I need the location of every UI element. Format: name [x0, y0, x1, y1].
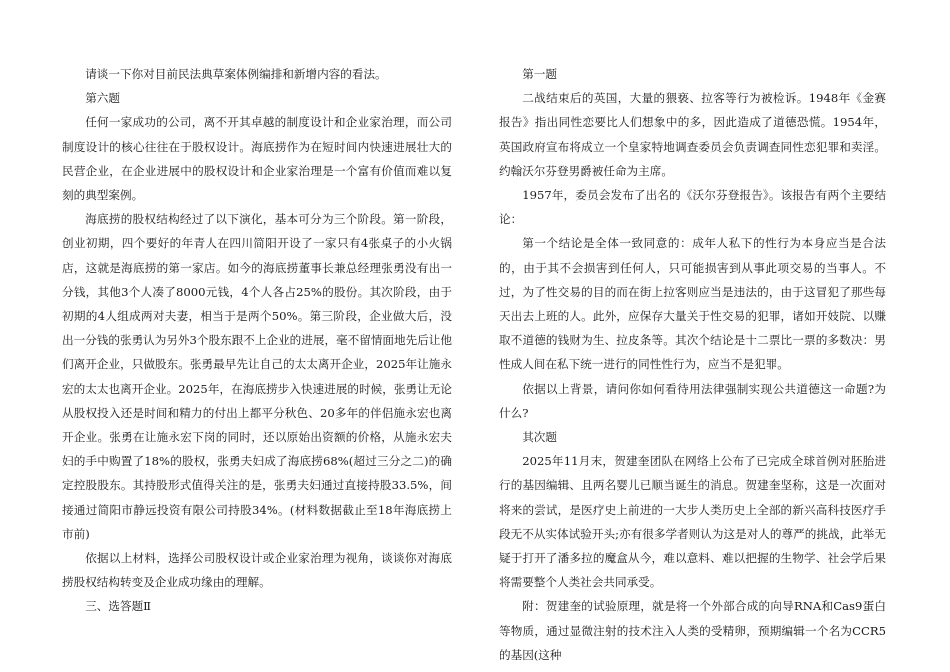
- right-paragraph: 附：贺建奎的试验原理，就是将一个外部合成的向导RNA和Cas9蛋白等物质，通过显微注射的技术注入人类的受精卵，预期编辑一个名为CCR5的基因(这种: [499, 599, 886, 662]
- right-paragraph: 二战结束后的英国，大量的猥亵、拉客等行为被检诉。1948年《金赛报告》指出同性恋要比人们想象中的多，因此造成了道德恐慌。1954年，英国政府宣布将成立一个皇家特地调查委员会负责调查同性恋犯罪和卖淫。约翰沃尔芬登男爵被任命为主席。: [499, 91, 886, 178]
- left-paragraph: 任何一家成功的公司，离不开其卓越的制度设计和企业家治理，而公司制度设计的核心往往在于股权设计。海底捞作为在短时间内快速进展壮大的民营企业，在企业进展中的股权设计和企业家治理是一个富有价值而难以复刻的典型案例。: [62, 115, 452, 203]
- right-heading: 第一题: [522, 67, 557, 81]
- left-paragraph: 依据以上材料，选择公司股权设计或企业家治理为视角，谈谈你对海底捞股权结构转变及企业成功缘由的理解。: [62, 551, 452, 590]
- right-heading: 其次题: [522, 430, 557, 445]
- left-paragraph: 请谈一下你对目前民法典草案体例编排和新增内容的看法。: [85, 67, 387, 81]
- right-paragraph: 依据以上背景，请问你如何看待用法律强制实现公共道德这一命题?为什么?: [499, 381, 886, 420]
- left-heading: 第六题: [85, 91, 120, 106]
- right-column: [499, 62, 886, 667]
- right-paragraph: 2025年11月末，贺建奎团队在网络上公布了已完成全球首例对胚胎进行的基因编辑、且两名婴儿已顺当诞生的消息。贺建奎坚称，这是一次面对将来的尝试，是医疗史上前进的一大步人类历史上全部的新兴高科技医疗手段无不从实体试验开头;亦有很多学者则认为这是对人的尊严的挑战，此举无疑于打开了潘多拉的魔盒从今，难以意料、难以把握的生物学、社会学后果将需要整个人类社会共同承受。: [499, 454, 886, 590]
- right-paragraph: 第一个结论是全体一致同意的：成年人私下的性行为本身应当是合法的，由于其不会损害到任何人，只可能损害到从事此项交易的当事人。不过，为了性交易的目的而在街上拉客则应当是违法的，由于这冒犯了那些每天出去上班的人。此外，应保存大量关于性交易的犯罪，诸如开妓院、以赚取不道德的钱财为生、拉皮条等。其次个结论是十二票比一票的多数决：男性成人间在私下统一进行的同性性行为，应当不是犯罪。: [499, 236, 886, 372]
- left-column: [62, 62, 452, 619]
- right-paragraph: 1957年，委员会发布了出名的《沃尔芬登报告》。该报告有两个主要结论：: [499, 188, 886, 227]
- left-paragraph: 海底捞的股权结构经过了以下演化，基本可分为三个阶段。第一阶段，创业初期，四个要好的年青人在四川简阳开设了一家只有4张桌子的小火锅店，这就是海底捞的第一家店。如今的海底捞董事长兼总经理张勇没有出一分钱，其他3个人凑了8000元钱，4个人各占25%的股份。其次阶段，由于初期的4人组成两对夫妻，相当于是两个50%。第三阶段，企业做大后，没出一分钱的张勇认为另外3个股东跟不上企业的进展，毫不留情面地先后让他们离开企业，只做股东。张勇最早先让自己的太太离开企业，2025年让施永宏的太太也离开企业。2025年，在海底捞步入快速进展的时候，张勇让无论从股权投入还是时间和精力的付出上都平分秋色、20多年的伴侣施永宏也离开企业。张勇在让施永宏下岗的同时，还以原始出资额的价格，从施永宏夫妇的手中购置了18%的股权，张勇夫妇成了海底捞68%(超过三分之二)的确定控股股东。其持股形式值得关注的是，张勇夫妇通过直接持股33.5%，间接通过简阳市静远投资有限公司持股34%。(材料数据截止至18年海底捞上市前): [62, 212, 452, 541]
- left-heading: 三、选答题Ⅱ: [85, 599, 152, 614]
